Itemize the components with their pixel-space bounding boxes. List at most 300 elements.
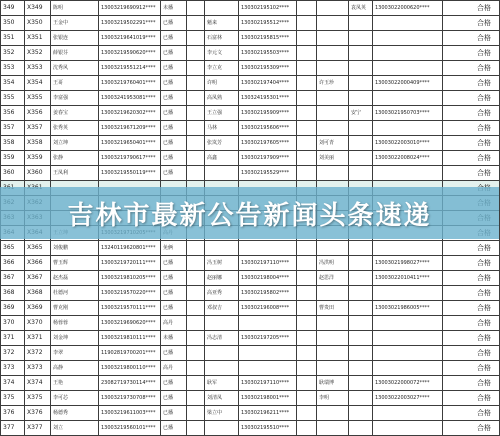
grade-cell: 合格 xyxy=(443,76,500,91)
row-number: 351 xyxy=(1,31,25,46)
blank-cell xyxy=(187,106,205,121)
blank-cell xyxy=(187,316,205,331)
table-row xyxy=(1,121,500,136)
person-name: 陈明 xyxy=(51,1,99,16)
status-cell: 未播 xyxy=(161,331,187,346)
grade-cell: 合格 xyxy=(443,331,500,346)
reviewer-name: 安宁 xyxy=(349,106,373,121)
reviewer-name xyxy=(349,406,373,421)
grade-cell: 合格 xyxy=(443,391,500,406)
reviewer-name xyxy=(349,361,373,376)
grade-cell: 合格 xyxy=(443,316,500,331)
row-number: 350 xyxy=(1,16,25,31)
person-name: 姜春宝 xyxy=(51,106,99,121)
account-number xyxy=(373,121,443,136)
blank-cell xyxy=(297,61,317,76)
relation-name: 李明 xyxy=(317,391,349,406)
person-name: 张秀英 xyxy=(51,121,99,136)
account-number xyxy=(373,286,443,301)
relation-name: 许玉珍 xyxy=(317,76,349,91)
row-number: 356 xyxy=(1,106,25,121)
blank-cell xyxy=(297,121,317,136)
person-name: 薛银芬 xyxy=(51,46,99,61)
status-cell: 已播 xyxy=(161,286,187,301)
id-number: 13003219690912**** xyxy=(99,1,161,16)
grade-cell: 合格 xyxy=(443,271,500,286)
row-number: 358 xyxy=(1,136,25,151)
reviewer-name xyxy=(349,166,373,181)
blank-cell xyxy=(297,421,317,436)
account-number: 13003022000072**** xyxy=(373,376,443,391)
account-number: 13003022000409**** xyxy=(373,76,443,91)
contact-number: 130302195102**** xyxy=(239,1,297,16)
grade-cell: 合格 xyxy=(443,166,500,181)
id-number: 13003219620302**** xyxy=(99,106,161,121)
contact-name xyxy=(205,166,239,181)
row-code: X365 xyxy=(25,241,51,256)
grade-cell: 合格 xyxy=(443,1,500,16)
status-cell: 已播 xyxy=(161,76,187,91)
blank-cell xyxy=(187,256,205,271)
row-number: 359 xyxy=(1,151,25,166)
blank-cell xyxy=(297,31,317,46)
person-name: 杜德河 xyxy=(51,286,99,301)
table-row xyxy=(1,256,500,271)
contact-name: 刘清凤 xyxy=(205,391,239,406)
contact-number: 130302195815**** xyxy=(239,31,297,46)
reviewer-name xyxy=(349,61,373,76)
account-number: 13003022000620**** xyxy=(373,1,443,16)
contact-number: 130302195802**** xyxy=(239,286,297,301)
reviewer-name xyxy=(349,271,373,286)
contact-name xyxy=(205,241,239,256)
status-cell: 已播 xyxy=(161,166,187,181)
table-row xyxy=(1,421,500,436)
headline-banner xyxy=(0,187,499,239)
contact-number: 130302197605**** xyxy=(239,136,297,151)
account-number xyxy=(373,46,443,61)
id-number: 13003219730708**** xyxy=(99,391,161,406)
contact-name: 马林 xyxy=(205,121,239,136)
relation-name: 刘可青 xyxy=(317,136,349,151)
table-row xyxy=(1,391,500,406)
table-row xyxy=(1,106,500,121)
blank-cell xyxy=(187,391,205,406)
row-code: X351 xyxy=(25,31,51,46)
contact-name: 邓叔吉 xyxy=(205,301,239,316)
id-number: 13003241953081**** xyxy=(99,91,161,106)
blank-cell xyxy=(187,121,205,136)
id-number: 13003219590620**** xyxy=(99,46,161,61)
person-name: 刘俊鹏 xyxy=(51,241,99,256)
contact-name: 李元文 xyxy=(205,46,239,61)
status-cell: 已播 xyxy=(161,346,187,361)
blank-cell xyxy=(297,271,317,286)
relation-name: 耿瑞博 xyxy=(317,376,349,391)
contact-number: 130302198004**** xyxy=(239,271,297,286)
reviewer-name xyxy=(349,76,373,91)
grade-cell: 合格 xyxy=(443,91,500,106)
row-code: X354 xyxy=(25,76,51,91)
blank-cell xyxy=(297,46,317,61)
id-number: 13003219570220**** xyxy=(99,286,161,301)
relation-name: 曹贵田 xyxy=(317,301,349,316)
relation-name: 刘美丽 xyxy=(317,151,349,166)
contact-number: 130302197110**** xyxy=(239,256,297,271)
status-cell: 已播 xyxy=(161,376,187,391)
reviewer-name xyxy=(349,316,373,331)
blank-cell xyxy=(297,316,317,331)
reviewer-name xyxy=(349,286,373,301)
contact-number: 130302195909**** xyxy=(239,106,297,121)
person-name: 李富强 xyxy=(51,91,99,106)
row-number: 369 xyxy=(1,301,25,316)
contact-number: 130302195510**** xyxy=(239,421,297,436)
relation-name xyxy=(317,361,349,376)
grade-cell: 合格 xyxy=(443,376,500,391)
blank-cell xyxy=(187,406,205,421)
contact-number: 130324195301**** xyxy=(239,91,297,106)
contact-name: 冯玉树 xyxy=(205,256,239,271)
account-number xyxy=(373,61,443,76)
status-cell: 免俩 xyxy=(161,241,187,256)
account-number xyxy=(373,346,443,361)
person-name: 王艳 xyxy=(51,376,99,391)
account-number: 13003022008024**** xyxy=(373,151,443,166)
row-number: 360 xyxy=(1,166,25,181)
row-code: X368 xyxy=(25,286,51,301)
contact-number: 130302195606**** xyxy=(239,121,297,136)
contact-name: 许明 xyxy=(205,76,239,91)
id-number: 13003219570111**** xyxy=(99,301,161,316)
blank-cell xyxy=(187,61,205,76)
relation-name xyxy=(317,46,349,61)
row-number: 374 xyxy=(1,376,25,391)
table-row xyxy=(1,331,500,346)
blank-cell xyxy=(187,331,205,346)
status-cell: 已播 xyxy=(161,406,187,421)
status-cell: 高丹 xyxy=(161,316,187,331)
row-number: 367 xyxy=(1,271,25,286)
relation-name xyxy=(317,346,349,361)
contact-number xyxy=(239,316,297,331)
relation-name xyxy=(317,286,349,301)
status-cell: 已播 xyxy=(161,391,187,406)
reviewer-name xyxy=(349,391,373,406)
person-name: 高静 xyxy=(51,361,99,376)
id-number: 13003219800110**** xyxy=(99,361,161,376)
blank-cell xyxy=(297,256,317,271)
blank-cell xyxy=(297,301,317,316)
relation-name xyxy=(317,241,349,256)
contact-name xyxy=(205,361,239,376)
id-number: 13003219650401**** xyxy=(99,136,161,151)
blank-cell xyxy=(187,76,205,91)
id-number: 13003219551214**** xyxy=(99,61,161,76)
blank-cell xyxy=(297,331,317,346)
blank-cell xyxy=(297,106,317,121)
contact-number: 130302196211**** xyxy=(239,406,297,421)
reviewer-name xyxy=(349,91,373,106)
table-row xyxy=(1,166,500,181)
grade-cell: 合格 xyxy=(443,121,500,136)
blank-cell xyxy=(187,286,205,301)
id-number: 13240119620801**** xyxy=(99,241,161,256)
reviewer-name xyxy=(349,421,373,436)
row-code: X355 xyxy=(25,91,51,106)
id-number: 11902819700201**** xyxy=(99,346,161,361)
row-number: 349 xyxy=(1,1,25,16)
relation-name xyxy=(317,61,349,76)
table-row xyxy=(1,271,500,286)
account-number xyxy=(373,421,443,436)
reviewer-name xyxy=(349,16,373,31)
table-row xyxy=(1,151,500,166)
reviewer-name: 袁凤英 xyxy=(349,1,373,16)
row-number: 377 xyxy=(1,421,25,436)
row-code: X353 xyxy=(25,61,51,76)
row-number: 370 xyxy=(1,316,25,331)
grade-cell: 合格 xyxy=(443,286,500,301)
account-number xyxy=(373,91,443,106)
id-number: 23082719730114**** xyxy=(99,376,161,391)
contact-number: 130302195512**** xyxy=(239,16,297,31)
account-number: 13003021986005**** xyxy=(373,301,443,316)
blank-cell xyxy=(297,136,317,151)
row-code: X369 xyxy=(25,301,51,316)
grade-cell: 合格 xyxy=(443,136,500,151)
row-code: X371 xyxy=(25,331,51,346)
row-code: X352 xyxy=(25,46,51,61)
reviewer-name xyxy=(349,31,373,46)
account-number xyxy=(373,361,443,376)
table-row xyxy=(1,91,500,106)
grade-cell: 合格 xyxy=(443,421,500,436)
contact-number xyxy=(239,361,297,376)
person-name: 张静 xyxy=(51,151,99,166)
id-number: 13003219550119**** xyxy=(99,166,161,181)
row-code: X350 xyxy=(25,16,51,31)
contact-name: 张岚芳 xyxy=(205,136,239,151)
row-code: X359 xyxy=(25,151,51,166)
contact-name: 魁来 xyxy=(205,16,239,31)
status-cell: 已播 xyxy=(161,106,187,121)
contact-name xyxy=(205,1,239,16)
status-cell: 已播 xyxy=(161,16,187,31)
contact-number: 130302197110**** xyxy=(239,376,297,391)
status-cell: 已播 xyxy=(161,61,187,76)
blank-cell xyxy=(187,151,205,166)
account-number xyxy=(373,16,443,31)
grade-cell: 合格 xyxy=(443,151,500,166)
grade-cell: 合格 xyxy=(443,406,500,421)
contact-name xyxy=(205,421,239,436)
grade-cell: 合格 xyxy=(443,106,500,121)
contact-name: 赵丽娜 xyxy=(205,271,239,286)
table-row xyxy=(1,76,500,91)
person-name: 张银连 xyxy=(51,31,99,46)
id-number: 13003219810205**** xyxy=(99,271,161,286)
contact-name xyxy=(205,316,239,331)
table-row xyxy=(1,376,500,391)
row-number: 366 xyxy=(1,256,25,271)
id-number: 13003219671209**** xyxy=(99,121,161,136)
row-code: X360 xyxy=(25,166,51,181)
account-number xyxy=(373,31,443,46)
grade-cell: 合格 xyxy=(443,31,500,46)
relation-name xyxy=(317,421,349,436)
grade-cell: 合格 xyxy=(443,241,500,256)
row-code: X373 xyxy=(25,361,51,376)
account-number: 13003022010411**** xyxy=(373,271,443,286)
row-code: X349 xyxy=(25,1,51,16)
row-number: 353 xyxy=(1,61,25,76)
blank-cell xyxy=(187,16,205,31)
table-row xyxy=(1,316,500,331)
account-number xyxy=(373,166,443,181)
relation-name xyxy=(317,1,349,16)
blank-cell xyxy=(297,91,317,106)
reviewer-name xyxy=(349,256,373,271)
row-number: 357 xyxy=(1,121,25,136)
row-code: X376 xyxy=(25,406,51,421)
row-number: 375 xyxy=(1,391,25,406)
row-code: X366 xyxy=(25,256,51,271)
account-number: 13003021998027**** xyxy=(373,256,443,271)
row-code: X358 xyxy=(25,136,51,151)
grade-cell: 合格 xyxy=(443,361,500,376)
blank-cell xyxy=(297,391,317,406)
grade-cell: 合格 xyxy=(443,346,500,361)
contact-number: 130302195503**** xyxy=(239,46,297,61)
blank-cell xyxy=(297,361,317,376)
table-row xyxy=(1,136,500,151)
id-number: 13003219690620**** xyxy=(99,316,161,331)
relation-name xyxy=(317,91,349,106)
blank-cell xyxy=(187,271,205,286)
blank-cell xyxy=(187,46,205,61)
id-number: 13003219810111**** xyxy=(99,331,161,346)
contact-name: 高鑫 xyxy=(205,151,239,166)
blank-cell xyxy=(297,406,317,421)
blank-cell xyxy=(297,376,317,391)
contact-number xyxy=(239,346,297,361)
blank-cell xyxy=(187,421,205,436)
id-number: 13003219611003**** xyxy=(99,406,161,421)
relation-name xyxy=(317,121,349,136)
relation-name: 赵思洋 xyxy=(317,271,349,286)
row-code: X356 xyxy=(25,106,51,121)
table-row xyxy=(1,16,500,31)
contact-name: 高亚秀 xyxy=(205,286,239,301)
row-code: X375 xyxy=(25,391,51,406)
blank-cell xyxy=(297,166,317,181)
contact-number: 130302195309**** xyxy=(239,61,297,76)
status-cell: 已播 xyxy=(161,421,187,436)
person-name: 刘金坤 xyxy=(51,331,99,346)
grade-cell: 合格 xyxy=(443,301,500,316)
blank-cell xyxy=(297,76,317,91)
status-cell: 已播 xyxy=(161,136,187,151)
contact-number: 130302197909**** xyxy=(239,151,297,166)
status-cell: 已播 xyxy=(161,151,187,166)
reviewer-name xyxy=(349,136,373,151)
blank-cell xyxy=(297,1,317,16)
account-number xyxy=(373,406,443,421)
person-name: 刘立 xyxy=(51,421,99,436)
blank-cell xyxy=(297,286,317,301)
row-number: 352 xyxy=(1,46,25,61)
status-cell: 已播 xyxy=(161,31,187,46)
blank-cell xyxy=(187,241,205,256)
grade-cell: 合格 xyxy=(443,61,500,76)
status-cell: 未播 xyxy=(161,1,187,16)
row-number: 354 xyxy=(1,76,25,91)
row-code: X357 xyxy=(25,121,51,136)
row-code: X377 xyxy=(25,421,51,436)
status-cell: 已播 xyxy=(161,271,187,286)
relation-name xyxy=(317,331,349,346)
contact-name: 石富林 xyxy=(205,31,239,46)
row-code: X370 xyxy=(25,316,51,331)
table-row xyxy=(1,361,500,376)
relation-name xyxy=(317,16,349,31)
contact-name: 梁立中 xyxy=(205,406,239,421)
row-number: 365 xyxy=(1,241,25,256)
contact-name: 李立克 xyxy=(205,61,239,76)
row-code: X372 xyxy=(25,346,51,361)
id-number: 13003219790617**** xyxy=(99,151,161,166)
account-number xyxy=(373,241,443,256)
grade-cell: 合格 xyxy=(443,46,500,61)
contact-number: 130302198001**** xyxy=(239,391,297,406)
id-number: 13003219502291**** xyxy=(99,16,161,31)
relation-name: 冯洪明 xyxy=(317,256,349,271)
table-row xyxy=(1,346,500,361)
table-row xyxy=(1,1,500,16)
id-number: 13003219560101**** xyxy=(99,421,161,436)
relation-name xyxy=(317,31,349,46)
blank-cell xyxy=(187,346,205,361)
blank-cell xyxy=(187,1,205,16)
reviewer-name xyxy=(349,46,373,61)
row-number: 373 xyxy=(1,361,25,376)
row-code: X374 xyxy=(25,376,51,391)
account-number xyxy=(373,331,443,346)
blank-cell xyxy=(297,346,317,361)
contact-name: 王立强 xyxy=(205,106,239,121)
contact-number: 130302195529**** xyxy=(239,166,297,181)
table-row xyxy=(1,301,500,316)
reviewer-name xyxy=(349,121,373,136)
person-name: 王哥 xyxy=(51,76,99,91)
person-name: 李翠 xyxy=(51,346,99,361)
account-number xyxy=(373,316,443,331)
blank-cell xyxy=(187,31,205,46)
id-number: 13003219720111**** xyxy=(99,256,161,271)
person-name: 王金中 xyxy=(51,16,99,31)
table-row xyxy=(1,406,500,421)
person-name: 刘立坤 xyxy=(51,136,99,151)
reviewer-name xyxy=(349,331,373,346)
blank-cell xyxy=(187,301,205,316)
relation-name xyxy=(317,406,349,421)
contact-number: 130302196008**** xyxy=(239,301,297,316)
blank-cell xyxy=(297,151,317,166)
contact-number: 130302197205**** xyxy=(239,331,297,346)
reviewer-name xyxy=(349,241,373,256)
account-number: 13003022003027**** xyxy=(373,391,443,406)
